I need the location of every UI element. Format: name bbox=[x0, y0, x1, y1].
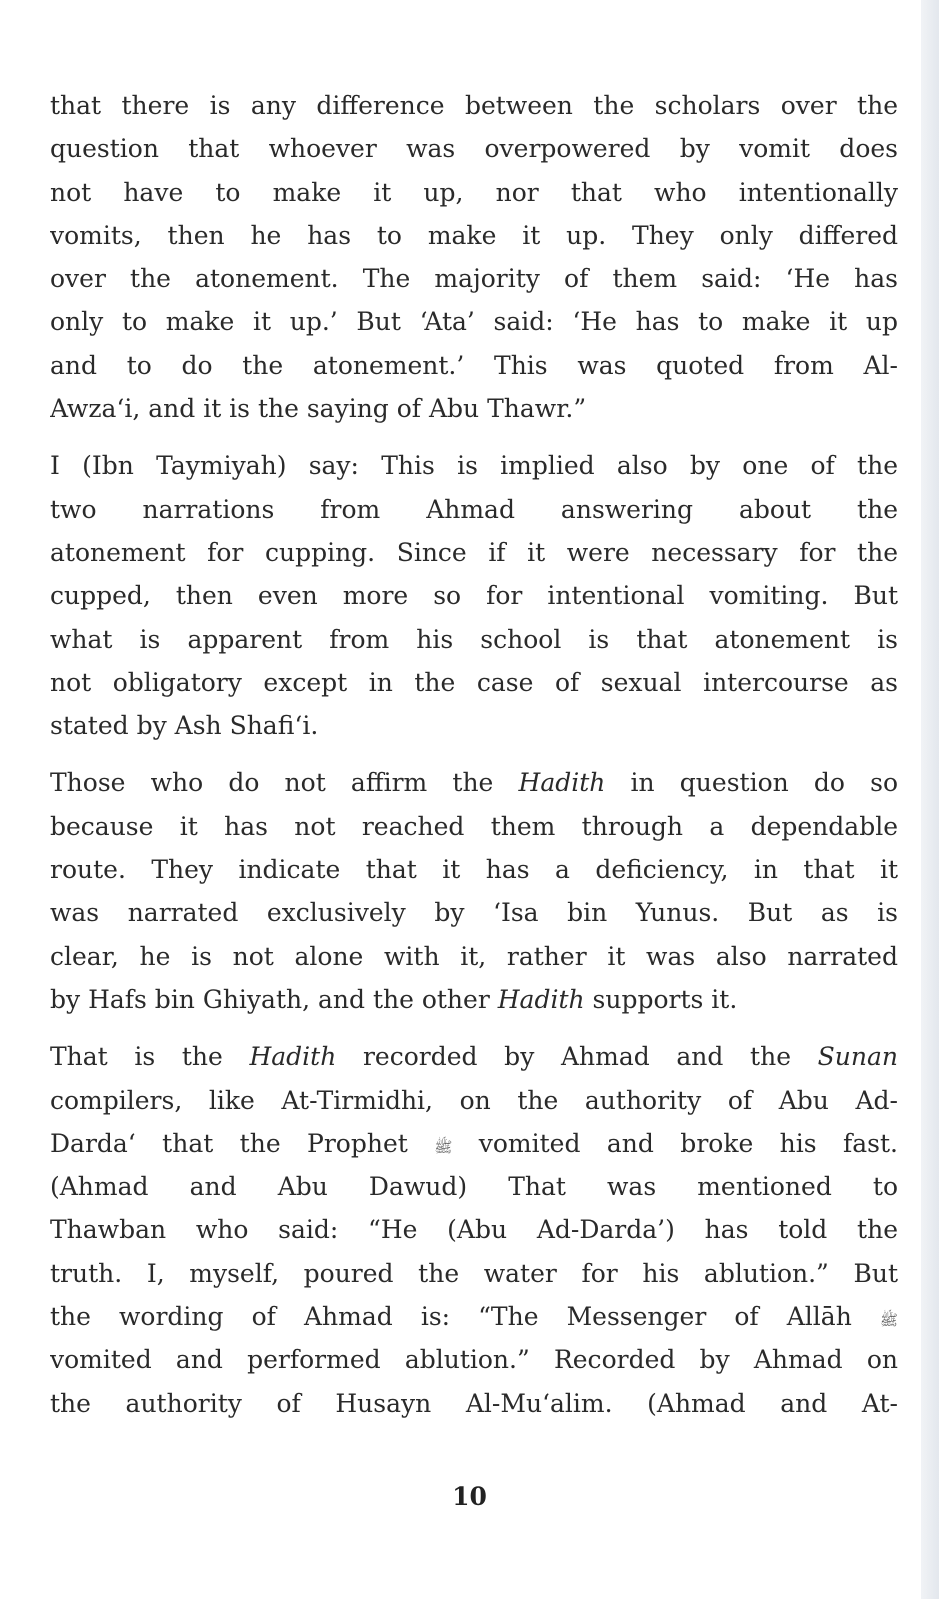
text-segment: Darda‘ that the Prophet bbox=[50, 1128, 435, 1158]
italic-term: Hadith bbox=[249, 1042, 337, 1072]
text-line bbox=[50, 661, 898, 704]
paragraph bbox=[50, 761, 898, 1021]
text-segment: Awza‘i, and it is the saying of Abu Thawr.” bbox=[50, 394, 587, 424]
text-line bbox=[50, 1208, 898, 1251]
text-segment: compilers, like At-Tirmidhi, on the authority of Abu Ad- bbox=[50, 1085, 898, 1115]
text-line bbox=[50, 805, 898, 848]
text-segment: cupped, then even more so for intentional vomiting. But bbox=[50, 581, 898, 611]
text-segment: not obligatory except in the case of sexual intercourse as bbox=[50, 667, 898, 697]
text-segment: what is apparent from his school is that atonement is bbox=[50, 624, 898, 654]
text-segment: by Hafs bin Ghiyath, and the other bbox=[50, 984, 498, 1014]
text-line bbox=[50, 84, 898, 127]
text-segment: Those who do not affirm the bbox=[50, 768, 519, 798]
text-line bbox=[50, 214, 898, 257]
text-line bbox=[50, 618, 898, 661]
page-number: 10 bbox=[452, 1482, 487, 1511]
text-line bbox=[50, 300, 898, 343]
text-line bbox=[50, 574, 898, 617]
text-segment: the authority of Husayn Al-Mu‘alim. (Ahmad and At- bbox=[50, 1388, 898, 1418]
text-segment: Thawban who said: “He (Abu Ad-Darda’) has told the bbox=[50, 1215, 898, 1245]
text-line bbox=[50, 1382, 898, 1425]
text-segment: recorded by Ahmad and the bbox=[336, 1042, 818, 1072]
text-segment: vomited and broke his fast. bbox=[452, 1128, 898, 1158]
text-line bbox=[50, 488, 898, 531]
text-line bbox=[50, 761, 898, 804]
text-segment: route. They indicate that it has a deficiency, in that it bbox=[50, 855, 898, 885]
text-line bbox=[50, 1122, 898, 1165]
text-segment: supports it. bbox=[584, 984, 738, 1014]
text-segment: two narrations from Ahmad answering about the bbox=[50, 494, 898, 524]
text-segment: vomited and performed ablution.” Recorded by Ahmad on bbox=[50, 1345, 898, 1375]
text-line bbox=[50, 387, 898, 430]
text-segment: stated by Ash Shafi‘i. bbox=[50, 711, 319, 741]
text-line bbox=[50, 531, 898, 574]
text-segment: that there is any difference between the scholars over the bbox=[50, 91, 898, 120]
text-segment: and to do the atonement.’ This was quoted from Al- bbox=[50, 350, 898, 380]
salutation-glyph: ﷺ bbox=[879, 1311, 898, 1330]
text-line bbox=[50, 1165, 898, 1208]
text-segment: (Ahmad and Abu Dawud) That was mentioned to bbox=[50, 1172, 898, 1202]
text-segment: in question do so bbox=[605, 768, 898, 798]
text-line bbox=[50, 1252, 898, 1295]
text-line bbox=[50, 848, 898, 891]
text-line bbox=[50, 257, 898, 300]
text-segment: question that whoever was overpowered by vomit does bbox=[50, 134, 898, 164]
paragraph bbox=[50, 1035, 898, 1425]
text-line bbox=[50, 444, 898, 487]
page-edge bbox=[921, 0, 939, 1599]
text-line bbox=[50, 935, 898, 978]
text-segment: because it has not reached them through a dependable bbox=[50, 811, 898, 841]
paragraph bbox=[50, 84, 898, 430]
text-segment: over the atonement. The majority of them said: ‘He has bbox=[50, 264, 898, 294]
salutation-glyph: ﷺ bbox=[434, 1137, 453, 1156]
text-segment: I (Ibn Taymiyah) say: This is implied also by one of the bbox=[50, 451, 898, 481]
body-text bbox=[50, 84, 898, 1439]
text-line bbox=[50, 1295, 898, 1338]
text-line bbox=[50, 978, 898, 1021]
text-line bbox=[50, 344, 898, 387]
paragraph bbox=[50, 444, 898, 747]
text-segment: atonement for cupping. Since if it were necessary for the bbox=[50, 537, 898, 567]
text-line bbox=[50, 704, 898, 747]
text-line bbox=[50, 1338, 898, 1381]
text-segment: truth. I, myself, poured the water for his ablution.” But bbox=[50, 1258, 898, 1288]
text-segment: That is the bbox=[50, 1042, 250, 1072]
text-line bbox=[50, 1035, 898, 1078]
text-line bbox=[50, 171, 898, 214]
italic-term: Hadith bbox=[518, 768, 606, 798]
italic-term: Hadith bbox=[497, 984, 585, 1014]
text-segment: only to make it up.’ But ‘Ata’ said: ‘He has to make it up bbox=[50, 307, 898, 337]
text-segment: the wording of Ahmad is: “The Messenger of Allāh bbox=[50, 1302, 880, 1332]
text-segment: vomits, then he has to make it up. They only differed bbox=[50, 220, 898, 250]
italic-term: Sunan bbox=[817, 1042, 898, 1072]
text-line bbox=[50, 891, 898, 934]
text-segment: was narrated exclusively by ‘Isa bin Yunus. But as is bbox=[50, 898, 898, 928]
text-segment: not have to make it up, nor that who intentionally bbox=[50, 177, 898, 207]
text-line bbox=[50, 127, 898, 170]
text-line bbox=[50, 1079, 898, 1122]
text-segment: clear, he is not alone with it, rather it was also narrated bbox=[50, 941, 898, 971]
